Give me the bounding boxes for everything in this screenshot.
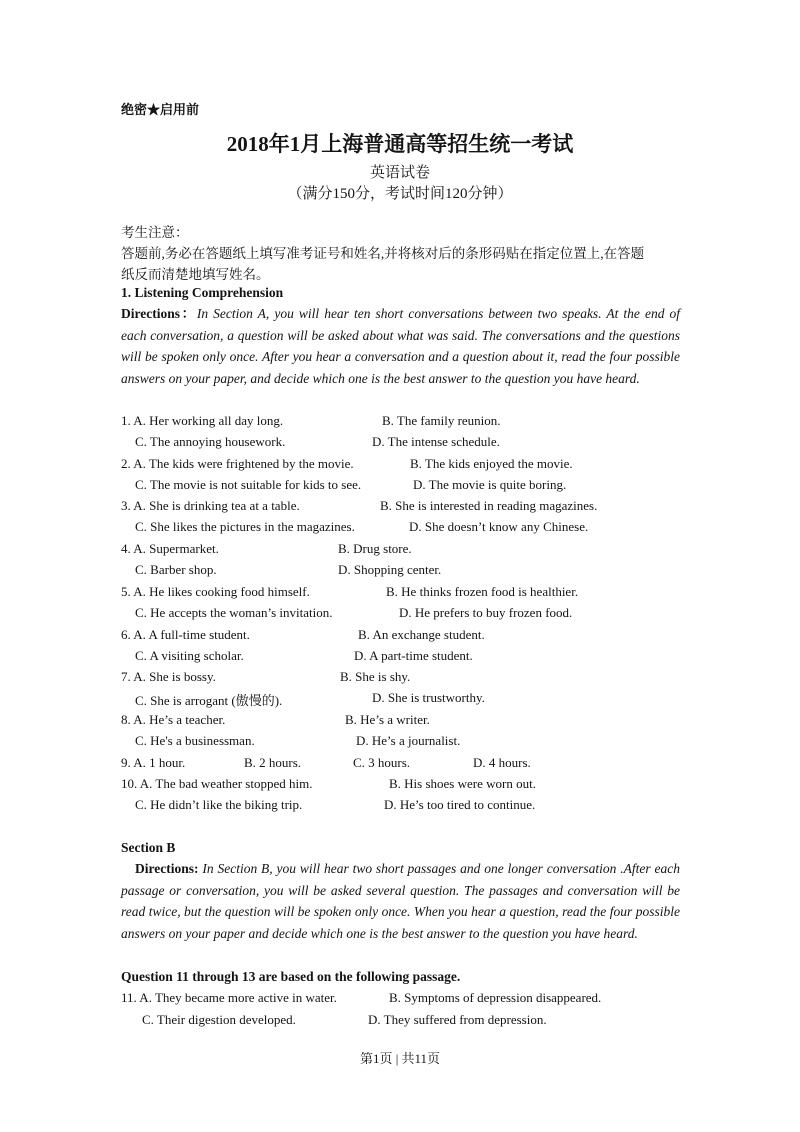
q2-option-d: D. The movie is quite boring. — [413, 477, 567, 492]
q8-option-b: B. He’s a writer. — [345, 712, 430, 727]
q8-option-c: C. He's a businessman. — [135, 733, 255, 748]
q11-option-b: B. Symptoms of depression disappeared. — [389, 990, 602, 1005]
q11-option-d: D. They suffered from depression. — [368, 1012, 547, 1027]
directions-lead: Directions: — [135, 861, 199, 876]
q9-option-c: C. 3 hours. — [353, 755, 411, 770]
q2-option-c: C. The movie is not suitable for kids to see. — [135, 477, 362, 492]
notice-line-1: 答题前,务必在答题纸上填写准考证号和姓名,并将核对后的条形码贴在指定位置上,在答题 — [121, 246, 645, 261]
q5-option-c: C. He accepts the woman’s invitation. — [135, 605, 333, 620]
q6-option-a: 6. A. A full-time student. — [121, 627, 250, 642]
section-b-heading: Section B — [121, 840, 176, 855]
section-b-directions — [121, 858, 680, 944]
q4-option-d: D. Shopping center. — [338, 562, 442, 577]
q1-option-c: C. The annoying housework. — [135, 434, 286, 449]
page-title: 2018年1月上海普通高等招生统一考试 — [226, 132, 574, 156]
q10-option-c: C. He didn’t like the biking trip. — [135, 797, 303, 812]
q3-option-d: D. She doesn’t know any Chinese. — [409, 519, 589, 534]
q8-option-a: 8. A. He’s a teacher. — [121, 712, 226, 727]
q1-option-a: 1. A. Her working all day long. — [121, 413, 284, 428]
directions-text: In Section B, you will hear two short passages and one longer conversation .After each passage or conversation, you will be asked several question. The passages and conversation will be read twice, but the question will be spoken only once. When you hear a question, read the four possible answers on your paper and decide which one is the best answer to the question you have heard. — [121, 861, 680, 941]
q4-option-a: 4. A. Supermarket. — [121, 541, 219, 556]
q7-option-a: 7. A. She is bossy. — [121, 669, 216, 684]
q9-option-d: D. 4 hours. — [473, 755, 531, 770]
q1-option-d: D. The intense schedule. — [372, 434, 500, 449]
notice-line-2: 纸反而清楚地填写姓名。 — [121, 267, 270, 282]
q11-option-c: C. Their digestion developed. — [142, 1012, 296, 1027]
q10-option-d: D. He’s too tired to continue. — [384, 797, 536, 812]
q2-option-a: 2. A. The kids were frightened by the movie. — [121, 456, 354, 471]
q7-option-b: B. She is shy. — [340, 669, 411, 684]
q1-option-b: B. The family reunion. — [382, 413, 501, 428]
q3-option-b: B. She is interested in reading magazines. — [380, 498, 598, 513]
section-a-directions — [121, 303, 680, 389]
q5-option-b: B. He thinks frozen food is healthier. — [386, 584, 579, 599]
notice-heading: 考生注意： — [121, 225, 189, 240]
q2-option-b: B. The kids enjoyed the movie. — [410, 456, 573, 471]
q3-option-a: 3. A. She is drinking tea at a table. — [121, 498, 300, 513]
q3-option-c: C. She likes the pictures in the magazines. — [135, 519, 355, 534]
q10-option-a: 10. A. The bad weather stopped him. — [121, 776, 313, 791]
exam-score-time: （满分150分，考试时间120分钟） — [287, 186, 513, 202]
page-footer: 第1页 | 共11页 — [359, 1051, 441, 1066]
q8-option-d: D. He’s a journalist. — [356, 733, 461, 748]
q6-option-d: D. A part-time student. — [354, 648, 473, 663]
question-group-heading: Question 11 through 13 are based on the following passage. — [121, 969, 461, 984]
q7-option-d: D. She is trustworthy. — [372, 690, 485, 705]
q10-option-b: B. His shoes were worn out. — [389, 776, 536, 791]
q4-option-c: C. Barber shop. — [135, 562, 217, 577]
q5-option-d: D. He prefers to buy frozen food. — [399, 605, 573, 620]
q9-option-b: B. 2 hours. — [244, 755, 302, 770]
confidential-label: 绝密★启用前 — [121, 102, 200, 117]
q5-option-a: 5. A. He likes cooking food himself. — [121, 584, 310, 599]
q6-option-c: C. A visiting scholar. — [135, 648, 244, 663]
q7-option-c: C. She is arrogant (傲慢的). — [135, 693, 283, 708]
section-a-heading: 1. Listening Comprehension — [121, 285, 284, 300]
exam-subtitle: 英语试卷 — [369, 165, 430, 181]
directions-lead: Directions： — [121, 306, 197, 321]
q9-option-a: 9. A. 1 hour. — [121, 755, 186, 770]
q4-option-b: B. Drug store. — [338, 541, 412, 556]
q6-option-b: B. An exchange student. — [358, 627, 485, 642]
directions-text: In Section A, you will hear ten short conversations between two speaks. At the end of each conversation, a question will be asked about what was said. The conversations and the questions will be spoken only once. After you hear a conversation and a question about it, read the four possible answers on your paper, and decide which one is the best answer to the question you have heard. — [121, 306, 680, 386]
q11-option-a: 11. A. They became more active in water. — [121, 990, 337, 1005]
